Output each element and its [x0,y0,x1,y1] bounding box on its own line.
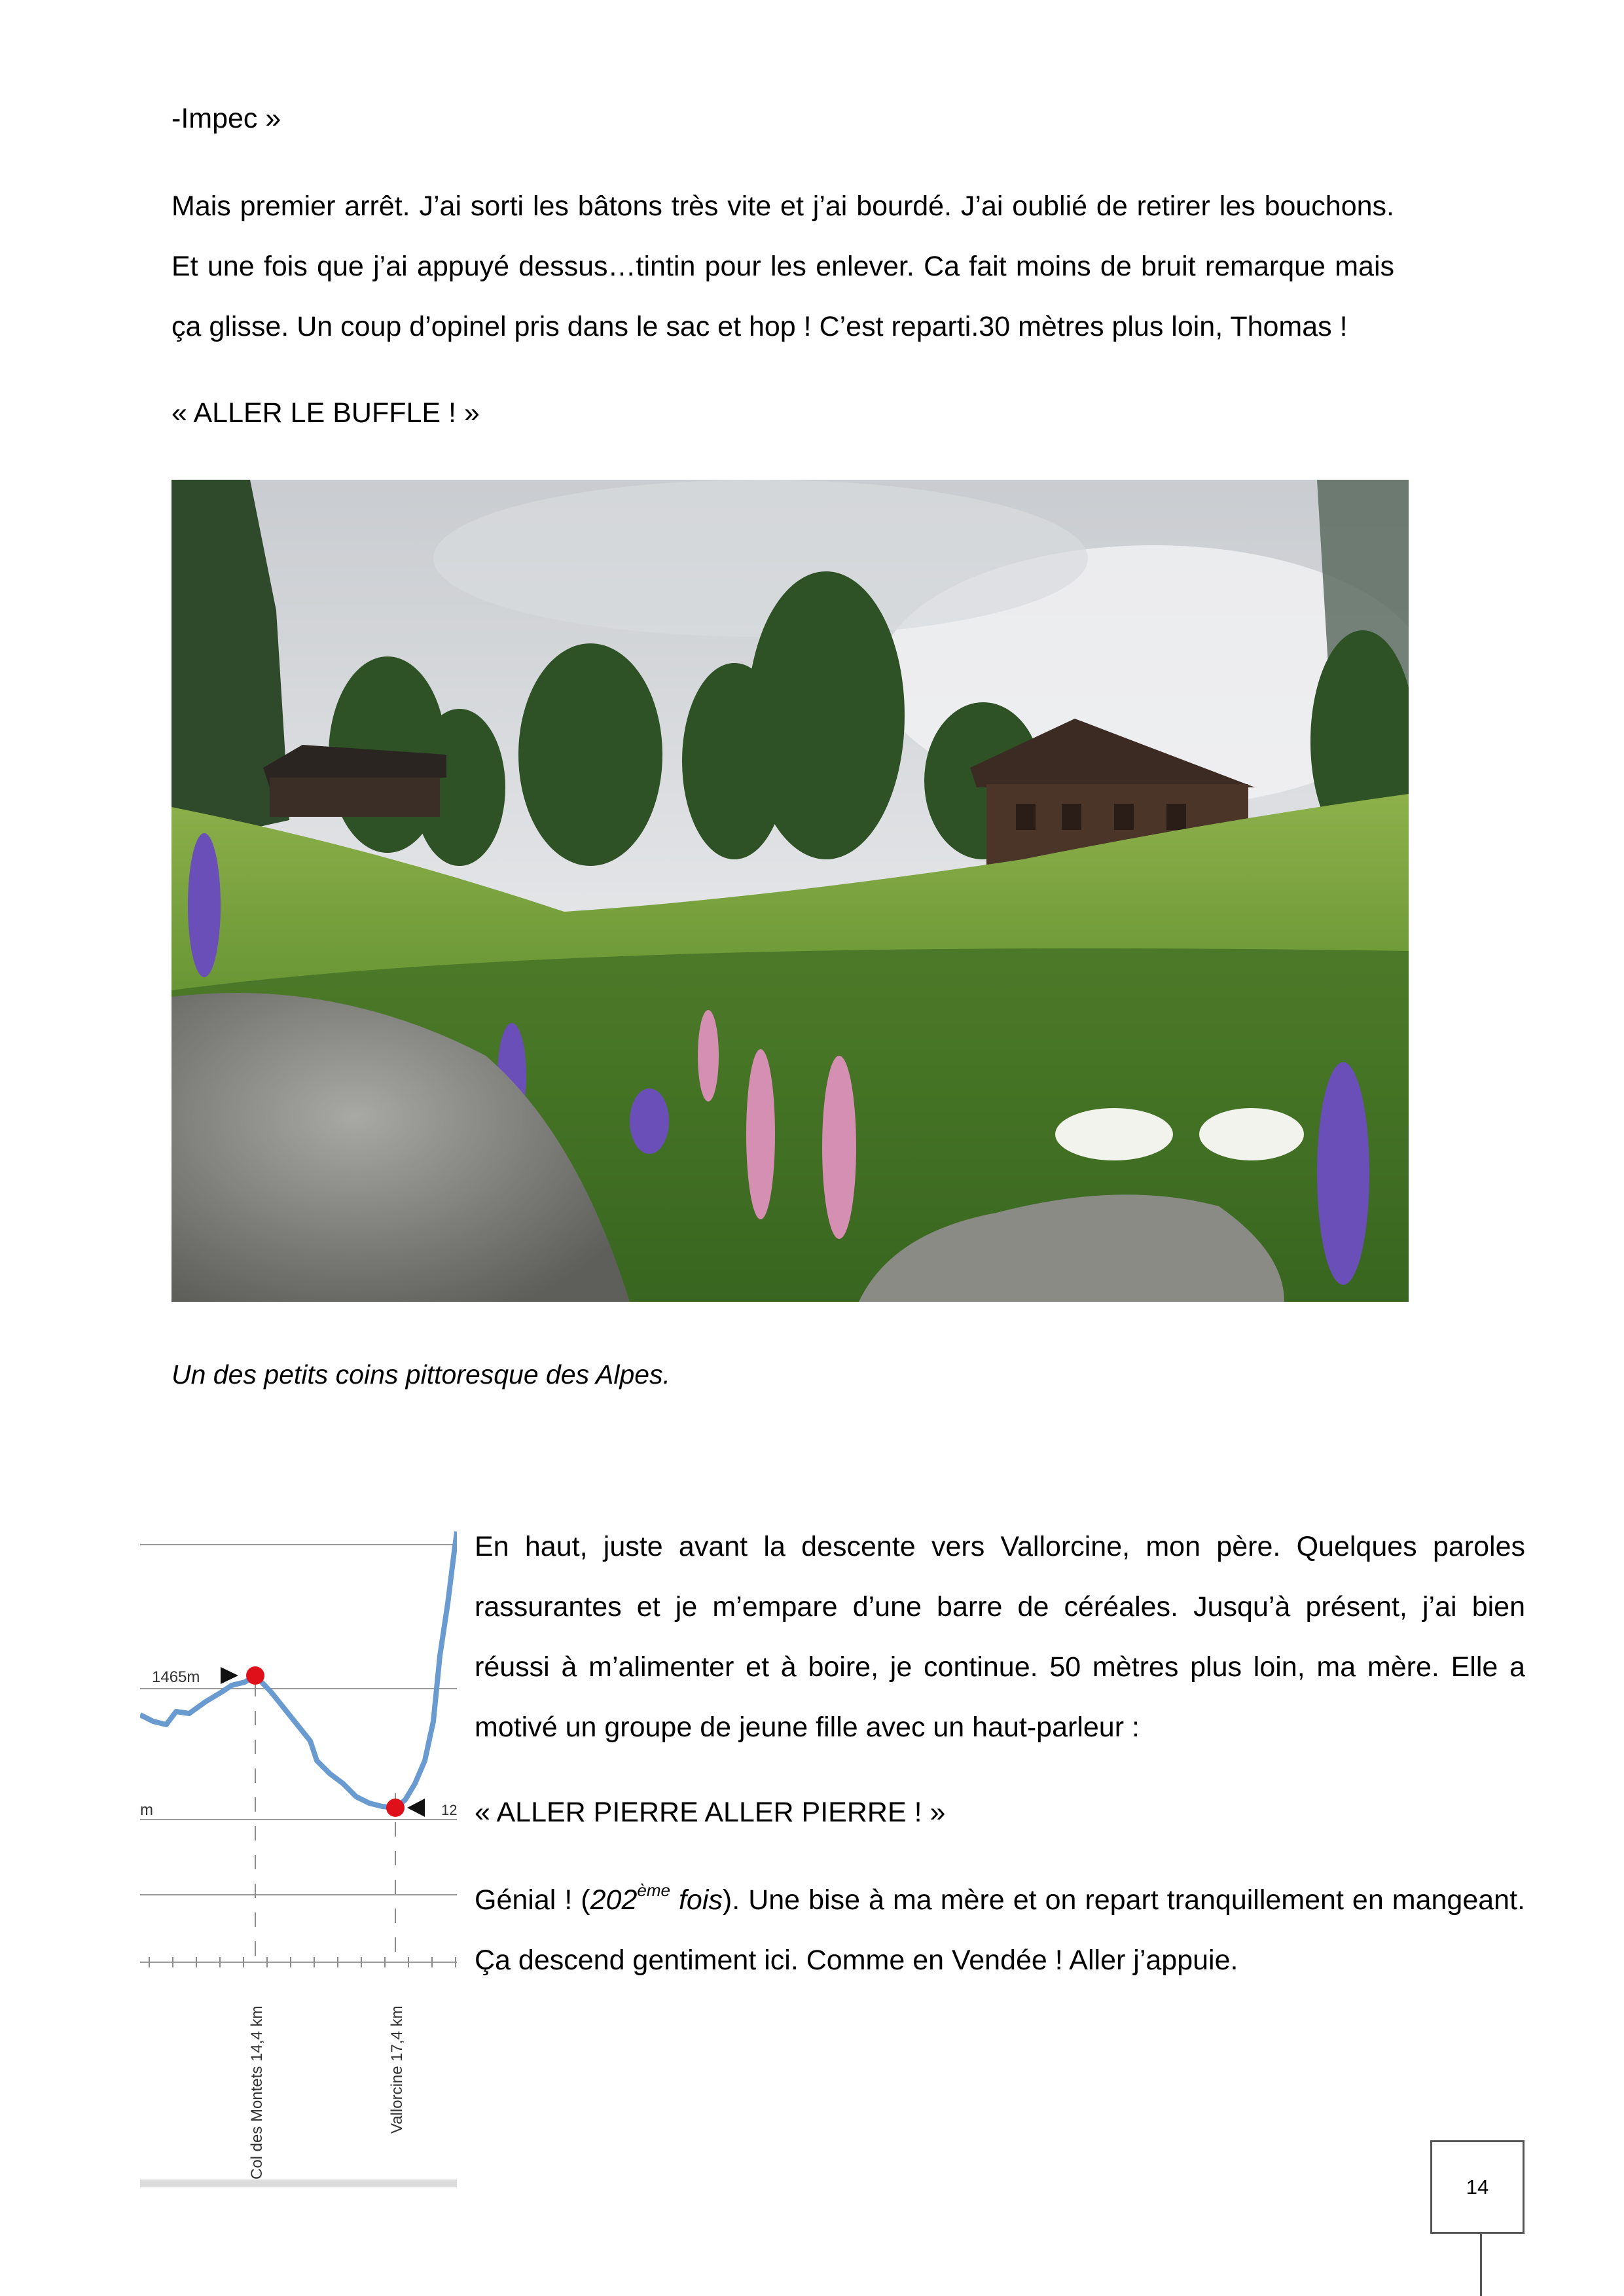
photo-caption: Un des petits coins pittoresque des Alpes. [171,1359,670,1390]
marker-low [386,1799,405,1817]
alpine-chalet-photo [171,480,1409,1302]
paragraph-impec: -Impec » [171,103,281,134]
paragraph-genial [475,1870,1525,1990]
paragraph-shout-pierre: « ALLER PIERRE ALLER PIERRE ! » [475,1797,946,1828]
text-stop [171,176,1394,357]
profile-bottom-edge [140,2179,457,2187]
page-number: 14 [1466,2175,1489,2198]
text-top [475,1516,1525,1757]
text-genial [475,1870,1525,1990]
genial-italic: fois [670,1884,723,1916]
paragraph-stop: Mais premier arrêt. J’ai sorti les bâtons très vite et j’ai bourdé. J’ai oublié de retirer les bouchons. Et une fois que j’ai appuyé dessus…tintin pour les enlever. Ca fait moins de bruit remarque mais ça glisse. Un coup d’opinel pris dans le sac et hop ! C’est reparti.30 mètres plus loin, Thomas ! [171,190,1394,342]
label-m: m [140,1801,153,1819]
label-high: 1465m [152,1668,200,1686]
marker-high [246,1666,264,1685]
text-shout-buffle [171,383,1394,443]
genial-end: ). Une bise à ma mère et on repart tranquillement en mangeant. Ça descend gentiment ici. Comme en Vendée ! Aller j’appuie. [475,1884,1525,1976]
elevation-profile [140,1525,457,2187]
genial-start: Génial ! ( [475,1884,590,1916]
point-label-2: Vallorcine 17,4 km [388,2005,406,2134]
genial-num: 202 [590,1884,638,1916]
page-number-line [1480,2234,1482,2296]
page-number-box [1430,2140,1525,2234]
paragraph-shout-buffle: « ALLER LE BUFFLE ! » [171,397,480,429]
point-label-1: Col des Montets 14,4 km [248,2005,266,2179]
label-cut: 12 [441,1802,457,1818]
paragraph-top: En haut, juste avant la descente vers Vallorcine, mon père. Quelques paroles rassurantes et je m’empare d’une barre de céréales. Jusqu’à présent, j’ai bien réussi à m’alimenter et à boire, je continue. 50 mètres plus loin, ma mère. Elle a motivé un groupe de jeune fille avec un haut-parleur : [475,1531,1525,1743]
text-shout-pierre [475,1782,1525,1842]
genial-sup: ème [637,1880,670,1900]
text-impec [171,88,1394,149]
